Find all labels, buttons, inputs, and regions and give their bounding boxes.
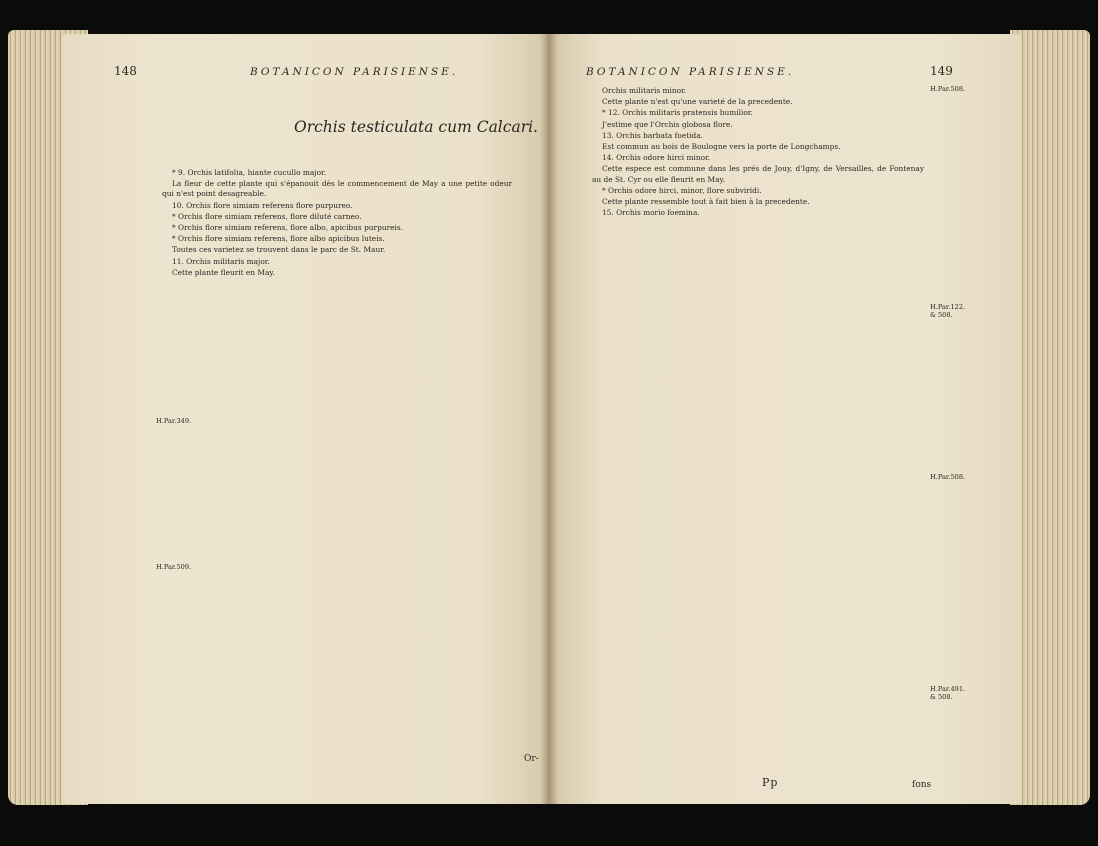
paragraph: * 12. Orchis militaris pratensis humilior. bbox=[602, 108, 753, 118]
margin-note: H.Par.508. bbox=[930, 85, 966, 93]
right-page-edges bbox=[1010, 30, 1090, 805]
paragraph: Cette espece est commune dans les prés de Jouy, d'Igny, de Versailles, de Fontenay au de St. Cyr ou elle fleurit en May. bbox=[592, 164, 924, 184]
right-running-head: BOTANICON PARISIENSE. bbox=[586, 66, 795, 78]
paragraph: 15. Orchis morio foemina. bbox=[602, 208, 700, 218]
paragraph: Cette plante n'est qu'une varieté de la precedente. bbox=[602, 97, 793, 107]
margin-note: H.Par.509. bbox=[156, 563, 192, 571]
paragraph: 10. Orchis flore simiam referens flore purpureo. bbox=[172, 200, 353, 210]
paragraph: Toutes ces varietez se trouvent dans le parc de St. Maur. bbox=[172, 245, 386, 255]
paragraph: 14. Orchis odore hirci minor. bbox=[602, 153, 711, 163]
paragraph: * Orchis flore simiam referens, flore diluté carneo. bbox=[172, 211, 362, 221]
paragraph: La fleur de cette plante qui s'épanouit dès le commencement de May a une petite odeur qui n'est point desagreable. bbox=[162, 179, 512, 199]
paragraph: * Orchis odore hirci, minor, flore subviridi. bbox=[602, 185, 762, 195]
right-page-number: 149 bbox=[930, 64, 953, 78]
signature-mark: Pp bbox=[762, 776, 779, 789]
paragraph: Cette plante fleurit en May. bbox=[172, 267, 275, 277]
book-gutter bbox=[540, 34, 558, 804]
left-body-text bbox=[162, 168, 512, 743]
catchword: fons bbox=[912, 780, 932, 790]
left-running-head: BOTANICON PARISIENSE. bbox=[250, 66, 459, 78]
paragraph: 11. Orchis militaris major. bbox=[172, 256, 270, 266]
paragraph: Cette plante ressemble tout à fait bien à la precedente. bbox=[602, 197, 810, 207]
margin-note: H.Par.491. & 508. bbox=[930, 685, 966, 701]
margin-note: H.Par.508. bbox=[930, 473, 966, 481]
right-page bbox=[548, 34, 1022, 804]
right-body-text bbox=[592, 86, 924, 751]
section-title: Orchis testiculata cum Calcari. bbox=[294, 118, 538, 136]
margin-note: H.Par.122. & 508. bbox=[930, 303, 966, 319]
paragraph: 13. Orchis barbata foetida. bbox=[602, 130, 704, 140]
left-page bbox=[62, 34, 550, 804]
left-page-number: 148 bbox=[114, 64, 137, 78]
paragraph: * Orchis flore simiam referens, flore albo apicibus luteis. bbox=[172, 234, 385, 244]
margin-note: H.Par.349. bbox=[156, 417, 192, 425]
paragraph: * 9. Orchis latifolia, hiante cucullo major. bbox=[172, 168, 327, 177]
paragraph: J'estime que l'Orchis globosa flore. bbox=[602, 119, 733, 129]
catchword: Or- bbox=[524, 754, 539, 764]
paragraph: * Orchis flore simiam referens, flore albo, apicibus purpureis. bbox=[172, 223, 403, 233]
paragraph: Orchis militaris minor. bbox=[602, 86, 687, 95]
paragraph: Est commun au bois de Boulogne vers la porte de Longchamps. bbox=[602, 142, 841, 152]
